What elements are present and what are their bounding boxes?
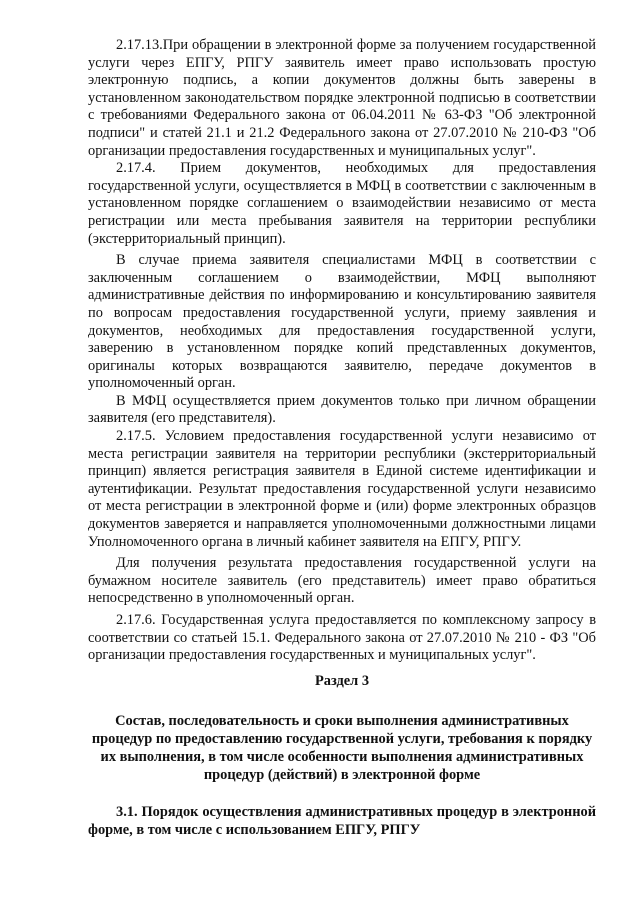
paragraph-2-17-4: 2.17.4. Прием документов, необходимых для предоставления государственной услуги, осуществляется в МФЦ в соответствии с заключенным в установленном порядке соглашением о взаимодействии независимо от места регистрации или места пребывания заявителя на территории республики (экстерриториальный принцип).	[88, 160, 596, 247]
paragraph-mfc-personal: В МФЦ осуществляется прием документов только при личном обращении заявителя (его представителя).	[88, 392, 596, 427]
section-label: Раздел 3	[314, 672, 370, 689]
section-title: Состав, последовательность и сроки выполнения административных процедур по предоставлению государственной услуги, требования к порядку их выполнения, в том числе особенности выполнения административных процедур (действий) в электронной форме	[91, 713, 593, 784]
paragraph-mfc-reception: В случае приема заявителя специалистами МФЦ в соответствии с заключенным соглашением о взаимодействии, МФЦ выполняют административные действия по информированию и консультированию заявителя по вопросам предоставления государственной услуги, приему заявления и документов, необходимых для предоставления государственной услуги, заверению в установленном порядке копий представленных документов, оригиналы которых возвращаются заявителю, передаче документов в уполномоченный орган.	[88, 252, 596, 392]
paragraph-paper-result: Для получения результата предоставления государственной услуги на бумажном носителе заявитель (его представитель) имеет право обратиться непосредственно в уполномоченный орган.	[88, 555, 596, 607]
paragraph-2-17-5: 2.17.5. Условием предоставления государственной услуги независимо от места регистрации заявителя на территории республики (экстерриториальный принцип) является регистрация заявителя в Единой системе идентификации и аутентификации. Результат предоставления государственной услуги независимо от места регистрации в электронной форме и (или) форме электронных образцов документов заверяется и направляется уполномоченными должностными лицами Уполномоченного органа в личный кабинет заявителя на ЕПГУ, РПГУ.	[88, 428, 596, 550]
paragraph-2-17-13: 2.17.13.При обращении в электронной форме за получением государственной услуги через ЕПГУ, РПГУ заявитель имеет право использовать простую электронную подпись, а копии документов должны быть заверены в установленном законодательством порядке электронной подписью в соответствии с требованиями Федерального закона от 06.04.2011 № 63-ФЗ "Об электронной подписи" и статей 21.1 и 21.2 Федерального закона от 27.07.2010 № 210-ФЗ "Об организации предоставления государственных и муниципальных услуг".	[88, 37, 596, 159]
subsection-heading: 3.1. Порядок осуществления административных процедур в электронной форме, в том числе с использованием ЕПГУ, РПГУ	[88, 804, 596, 838]
document-page	[88, 37, 596, 854]
paragraph-2-17-6: 2.17.6. Государственная услуга предоставляется по комплексному запросу в соответствии со статьей 15.1. Федерального закона от 27.07.2010 № 210 - ФЗ "Об организации предоставления государственных и муниципальных услуг".	[88, 612, 596, 664]
